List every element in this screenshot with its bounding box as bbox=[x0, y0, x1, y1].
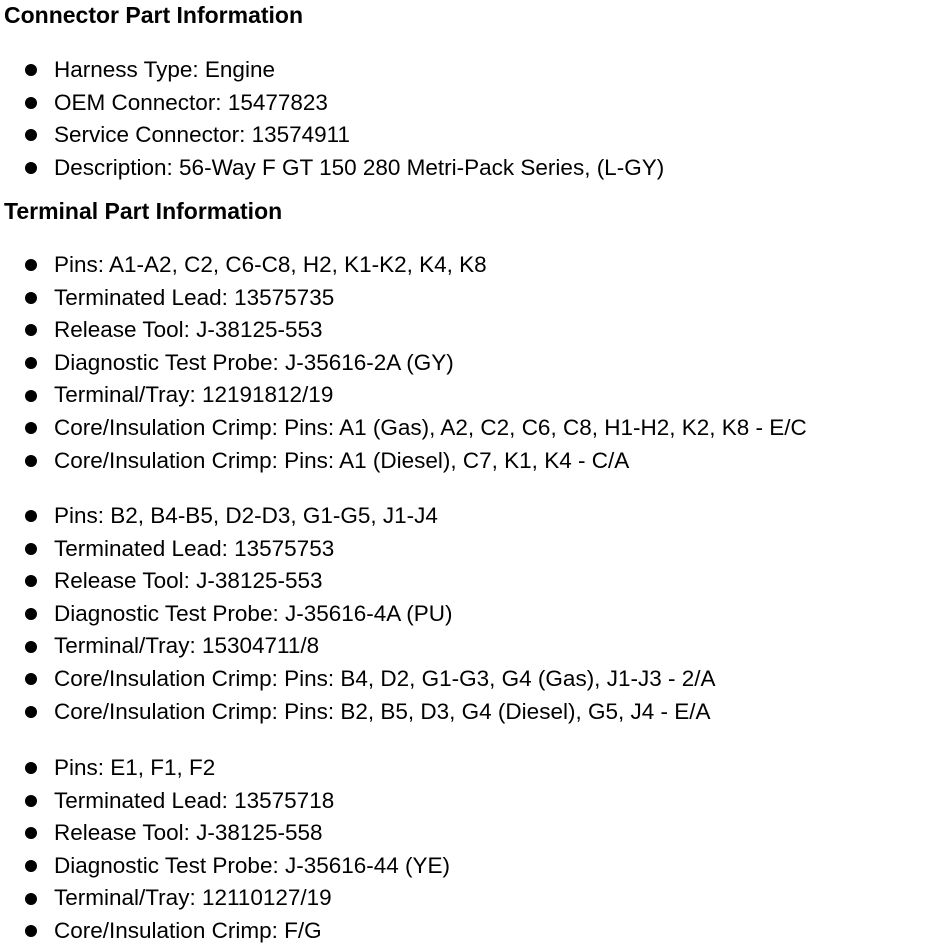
bullet-icon bbox=[25, 510, 37, 522]
bullet-icon bbox=[25, 893, 37, 905]
list-item-text: Terminated Lead: 13575753 bbox=[54, 535, 335, 561]
bullet-icon bbox=[25, 575, 37, 587]
list-item-text: Diagnostic Test Probe: J-35616-44 (YE) bbox=[54, 852, 451, 878]
list-item-text: Release Tool: J-38125-558 bbox=[54, 820, 323, 846]
bullet-icon bbox=[25, 925, 37, 937]
list-item-text: Core/Insulation Crimp: Pins: A1 (Diesel), C7, K1, K4 - C/A bbox=[54, 447, 630, 473]
bullet-icon bbox=[25, 762, 37, 774]
list-item-text: Pins: B2, B4-B5, D2-D3, G1-G5, J1-J4 bbox=[54, 503, 438, 528]
list-item-text: Core/Insulation Crimp: F/G bbox=[54, 917, 322, 943]
bullet-icon bbox=[25, 64, 37, 76]
bullet-icon bbox=[25, 422, 37, 434]
list-item-text: Diagnostic Test Probe: J-35616-2A (GY) bbox=[54, 349, 454, 375]
list-item-text: Pins: A1-A2, C2, C6-C8, H2, K1-K2, K4, K8 bbox=[54, 252, 487, 277]
bullet-icon bbox=[25, 543, 37, 555]
bullet-icon bbox=[25, 162, 37, 174]
bullet-icon bbox=[25, 357, 37, 369]
bullet-icon bbox=[25, 259, 37, 271]
bullet-icon bbox=[25, 455, 37, 467]
list-item-text: Service Connector: 13574911 bbox=[54, 122, 351, 148]
bullet-icon bbox=[25, 390, 37, 402]
list-item-text: Release Tool: J-38125-553 bbox=[54, 568, 323, 594]
bullet-icon bbox=[25, 827, 37, 839]
list-item-text: Core/Insulation Crimp: Pins: B4, D2, G1-G3, G4 (Gas), J1-J3 - 2/A bbox=[54, 665, 716, 691]
list-item-text: Terminal/Tray: 12191812/19 bbox=[54, 382, 334, 408]
list-item-text: Terminal/Tray: 12110127/19 bbox=[54, 885, 332, 911]
list-item-text: Diagnostic Test Probe: J-35616-4A (PU) bbox=[54, 600, 453, 626]
bullet-icon bbox=[25, 292, 37, 304]
bullet-icon bbox=[25, 795, 37, 807]
list-item-text: Terminated Lead: 13575735 bbox=[54, 284, 335, 310]
list-item-text: OEM Connector: 15477823 bbox=[54, 89, 328, 115]
list-item-text: Release Tool: J-38125-553 bbox=[54, 317, 323, 343]
list-item-text: Core/Insulation Crimp: Pins: B2, B5, D3, G4 (Diesel), G5, J4 - E/A bbox=[54, 698, 711, 724]
list-item-text: Harness Type: Engine bbox=[54, 57, 275, 82]
bullet-icon bbox=[25, 97, 37, 109]
list-item-text: Pins: E1, F1, F2 bbox=[54, 755, 216, 780]
bullet-icon bbox=[25, 324, 37, 336]
bullet-icon bbox=[25, 641, 37, 653]
list-item-text: Core/Insulation Crimp: Pins: A1 (Gas), A2, C2, C6, C8, H1-H2, K2, K8 - E/C bbox=[54, 414, 807, 440]
bullet-icon bbox=[25, 860, 37, 872]
connector-part-heading: Connector Part Information bbox=[4, 2, 304, 28]
list-item-text: Terminated Lead: 13575718 bbox=[54, 787, 335, 813]
bullet-icon bbox=[25, 129, 37, 141]
bullet-icon bbox=[25, 706, 37, 718]
bullet-icon bbox=[25, 673, 37, 685]
list-item-text: Description: 56-Way F GT 150 280 Metri-Pack Series, (L-GY) bbox=[54, 154, 665, 180]
bullet-icon bbox=[25, 608, 37, 620]
list-item-text: Terminal/Tray: 15304711/8 bbox=[54, 633, 320, 659]
terminal-part-heading: Terminal Part Information bbox=[4, 198, 283, 224]
